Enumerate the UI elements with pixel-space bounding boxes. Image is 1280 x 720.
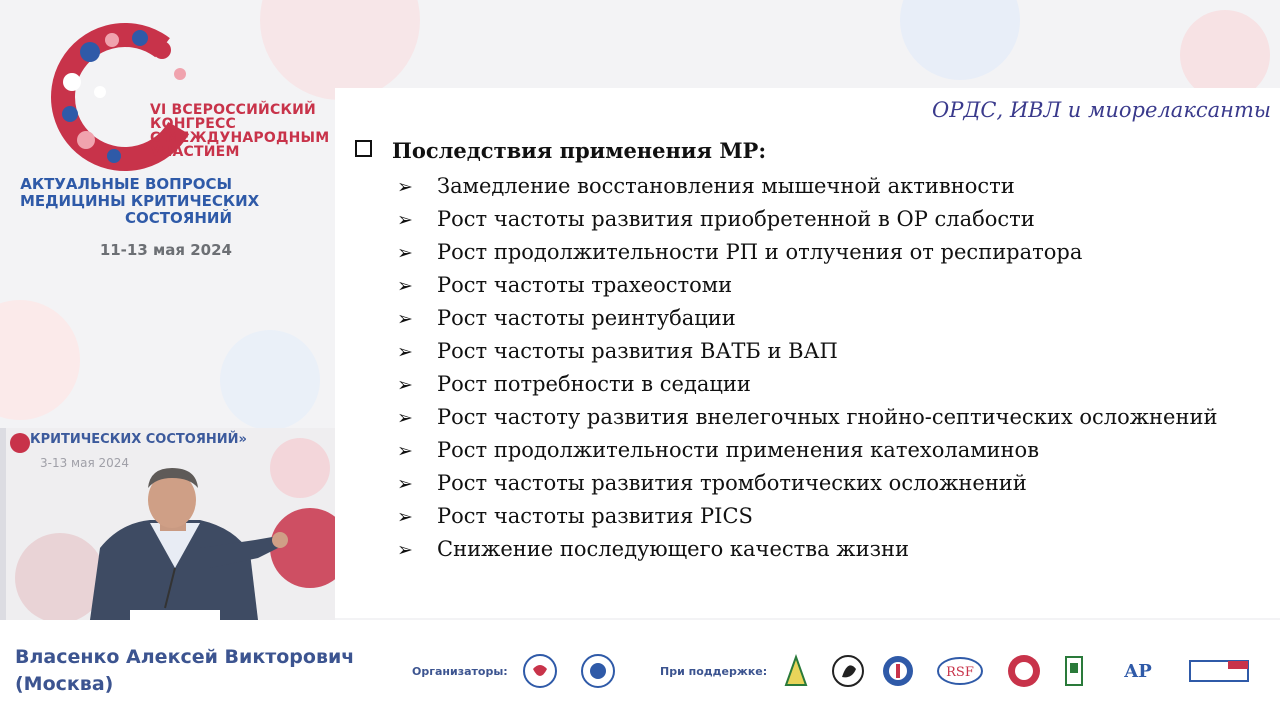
sponsor-logo-3-icon bbox=[880, 653, 916, 689]
arrow-bullet-icon: ➢ bbox=[397, 308, 413, 330]
background-circle bbox=[1180, 10, 1270, 100]
footer-bar bbox=[0, 620, 1280, 720]
bullet-item: ➢ Рост частоты развития ВАТБ и ВАП bbox=[397, 335, 1217, 368]
bullet-item: ➢ Рост частоты развития тромботических осложнений bbox=[397, 467, 1217, 500]
background-circle bbox=[260, 0, 420, 100]
speaker-caption bbox=[15, 644, 354, 698]
webcam-background-text: КРИТИЧЕСКИХ СОСТОЯНИЙ» bbox=[30, 432, 247, 447]
sponsor-logo-7-icon bbox=[1118, 653, 1158, 689]
bullet-item: ➢ Рост частоты развития приобретенной в ОР слабости bbox=[397, 203, 1217, 236]
background-circle bbox=[270, 508, 335, 588]
background-circle bbox=[15, 533, 105, 620]
bullet-item: ➢ Рост продолжительности РП и отлучения от респиратора bbox=[397, 236, 1217, 269]
slide bbox=[335, 88, 1280, 618]
sponsor-logo-8-icon bbox=[1188, 653, 1250, 689]
support-label: При поддержке: bbox=[660, 665, 768, 678]
svg-text:RSF: RSF bbox=[946, 665, 974, 680]
bullet-item: ➢ Рост частоты реинтубации bbox=[397, 302, 1217, 335]
arrow-bullet-icon: ➢ bbox=[397, 275, 413, 297]
speaker-city: (Москва) bbox=[15, 673, 114, 695]
svg-text:AP: AP bbox=[1124, 661, 1152, 682]
bullet-item: ➢ Рост потребности в седации bbox=[397, 368, 1217, 401]
sponsor-logo-2-icon bbox=[830, 653, 866, 689]
arrow-bullet-icon: ➢ bbox=[397, 341, 413, 363]
arrow-bullet-icon: ➢ bbox=[397, 440, 413, 462]
bullet-item: ➢ Рост частоты развития PICS bbox=[397, 500, 1217, 533]
arrow-bullet-icon: ➢ bbox=[397, 374, 413, 396]
bullet-item: ➢ Снижение последующего качества жизни bbox=[397, 533, 1217, 566]
arrow-bullet-icon: ➢ bbox=[397, 539, 413, 561]
congress-dates: 11-13 мая 2024 bbox=[99, 241, 232, 259]
bullet-item: ➢ Рост продолжительности применения катехоламинов bbox=[397, 434, 1217, 467]
arrow-bullet-icon: ➢ bbox=[397, 209, 413, 231]
speaker-name: Власенко Алексей Викторович bbox=[15, 646, 355, 668]
arrow-bullet-icon: ➢ bbox=[397, 506, 413, 528]
arrow-bullet-icon: ➢ bbox=[397, 176, 413, 198]
background-circle bbox=[900, 0, 1020, 80]
congress-name: VI ВСЕРОССИЙСКИЙ КОНГРЕСС С МЕЖДУНАРОДНЫМ УЧАСТИЕМ bbox=[150, 102, 330, 160]
background-logo-dot bbox=[10, 433, 30, 453]
organizer-logo-2-icon bbox=[580, 653, 616, 689]
slide-heading: Последствия применения МР: bbox=[355, 138, 766, 163]
sponsor-logo-1-icon bbox=[778, 653, 814, 689]
sponsor-logo-6-icon bbox=[1056, 653, 1092, 689]
checkbox-bullet-icon bbox=[355, 140, 372, 157]
bullet-item: ➢ Рост частоту развития внелегочных гнойно-септических осложнений bbox=[397, 401, 1217, 434]
organizer-logo-1-icon bbox=[522, 653, 558, 689]
arrow-bullet-icon: ➢ bbox=[397, 407, 413, 429]
background-circle bbox=[270, 438, 330, 498]
bullet-item: ➢ Замедление восстановления мышечной активности bbox=[397, 170, 1217, 203]
organizers-label: Организаторы: bbox=[412, 665, 508, 678]
sponsor-logo-5-icon bbox=[1006, 653, 1042, 689]
bullet-list bbox=[397, 170, 1217, 566]
bullet-item: ➢ Рост частоты трахеостоми bbox=[397, 269, 1217, 302]
arrow-bullet-icon: ➢ bbox=[397, 473, 413, 495]
webcam-background-dates: 3-13 мая 2024 bbox=[40, 456, 130, 470]
arrow-bullet-icon: ➢ bbox=[397, 242, 413, 264]
speaker-video bbox=[0, 428, 335, 620]
slide-title: ОРДС, ИВЛ и миорелаксанты bbox=[932, 98, 1271, 122]
congress-topic: АКТУАЛЬНЫЕ ВОПРОСЫ МЕДИЦИНЫ КРИТИЧЕСКИХ СОСТОЯНИЙ bbox=[20, 175, 260, 227]
sponsor-logo-4-icon bbox=[936, 653, 984, 689]
background-circle bbox=[220, 330, 320, 430]
background-circle bbox=[0, 300, 80, 420]
